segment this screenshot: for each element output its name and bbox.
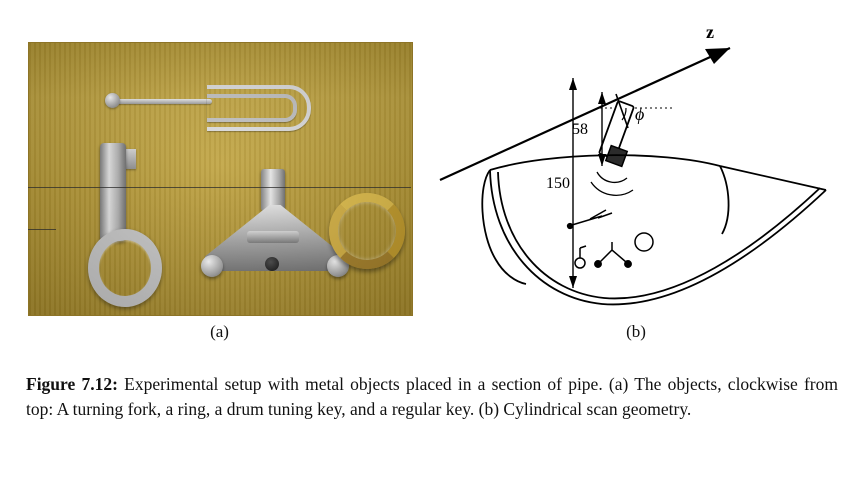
panel-a-photograph (28, 42, 411, 314)
drum-key-ball-left (201, 255, 223, 277)
cylindrical-scan-geometry-svg (430, 20, 842, 320)
tuning-fork-knob (105, 93, 120, 108)
ring-object (329, 193, 405, 269)
drum-key-emboss (247, 231, 299, 243)
figure-caption-label: Figure 7.12: (26, 374, 118, 394)
panel-b-diagram (430, 20, 842, 320)
dimension-58 (598, 92, 606, 166)
dimension-150-label: 150 (546, 175, 570, 192)
phi-angle-label: ϕ (635, 104, 645, 124)
panel-b-label: (b) (626, 322, 646, 341)
photograph-metal-objects (28, 42, 413, 316)
z-axis-label: z (706, 22, 714, 42)
regular-key-bow (88, 229, 162, 307)
tuning-fork-prong-inner (207, 94, 297, 122)
pipe-section (482, 155, 826, 304)
dimension-58-label: 58 (572, 121, 588, 138)
z-axis-arrowhead (705, 48, 730, 64)
figure-caption (26, 372, 838, 422)
panel-a-label: (a) (210, 322, 229, 341)
figure-caption-text: Experimental setup with metal objects placed in a section of pipe. (a) The objects, clockwise from top: A turning fork, a ring, a drum tuning key, and a regular key. (b) Cylindrical scan geometry. (26, 374, 839, 419)
radiation-waves (591, 172, 633, 195)
regular-key-shaft (100, 143, 126, 241)
tuning-fork-stem (117, 99, 212, 104)
drum-key-center-hole (265, 257, 279, 271)
dimension-150 (569, 78, 577, 288)
scan-hairline-extension (28, 229, 56, 230)
tuning-fork-object (89, 79, 339, 129)
scan-hairline (28, 187, 411, 188)
regular-key-object (84, 143, 146, 293)
pipe-inner-objects (568, 210, 653, 268)
drum-key-post (261, 169, 285, 211)
